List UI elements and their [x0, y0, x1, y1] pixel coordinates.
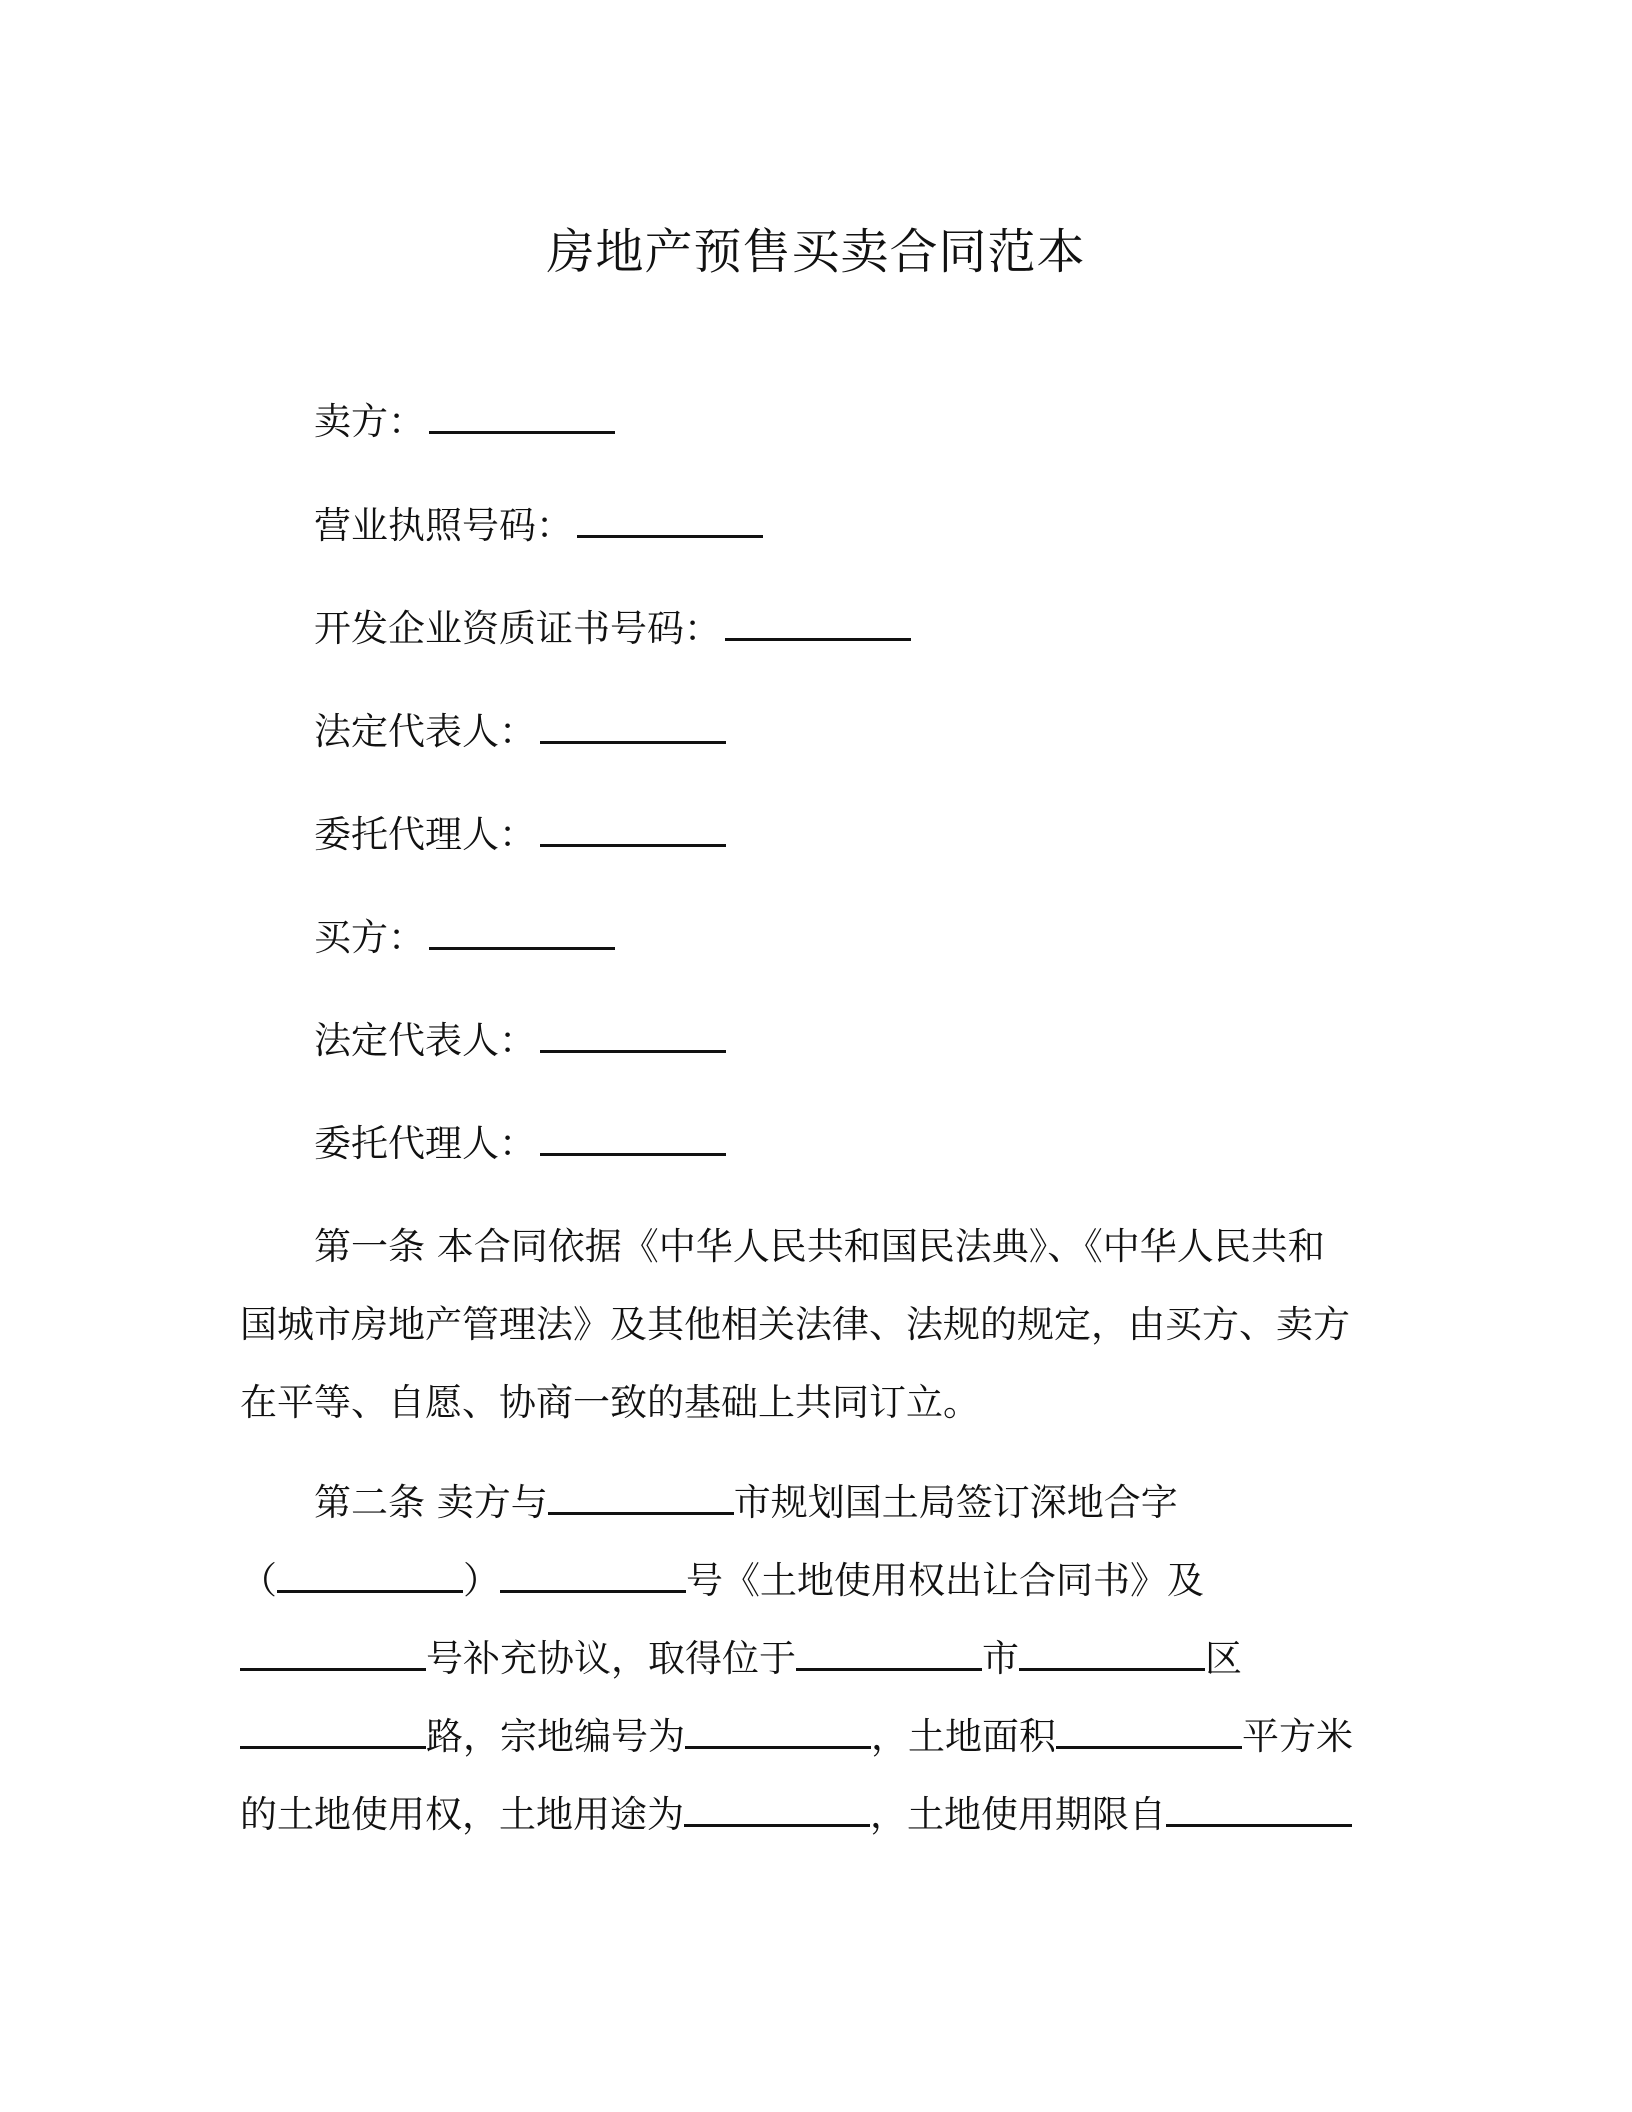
article-2 [240, 1464, 1370, 1854]
blank-line [577, 505, 763, 538]
article-2-text: 市 [982, 1637, 1019, 1680]
blank-line [429, 917, 615, 950]
blank-line [429, 401, 615, 434]
article-2-line [240, 1620, 1370, 1698]
field-label: 委托代理人： [314, 813, 536, 856]
article-2-line [240, 1698, 1370, 1776]
field-label: 法定代表人： [314, 1019, 536, 1062]
article-1 [240, 1208, 1370, 1442]
field-business-license [314, 500, 763, 552]
article-2-text: （ [240, 1559, 277, 1602]
field-label: 委托代理人： [314, 1122, 536, 1165]
field-seller [314, 396, 615, 448]
blank-line [684, 1794, 870, 1827]
field-label: 营业执照号码： [314, 504, 573, 547]
article-2-text: 市规划国土局签订深地合字 [733, 1481, 1178, 1524]
article-1-line: 在平等、自愿、协商一致的基础上共同订立。 [240, 1381, 980, 1424]
article-2-text: 路，宗地编号为 [426, 1715, 685, 1758]
blank-line [540, 814, 726, 847]
article-2-line [240, 1542, 1370, 1620]
article-2-text: 平方米 [1242, 1715, 1353, 1758]
blank-line [685, 1716, 871, 1749]
article-2-line [240, 1464, 1370, 1542]
blank-line [548, 1482, 734, 1515]
blank-line [1166, 1794, 1352, 1827]
article-2-text: ，土地面积 [871, 1715, 1056, 1758]
field-label: 卖方： [314, 400, 425, 443]
field-buyer [314, 912, 615, 964]
article-2-line [240, 1776, 1370, 1854]
article-2-text: 号补充协议，取得位于 [426, 1637, 796, 1680]
field-label: 买方： [314, 916, 425, 959]
field-seller-legal-rep [314, 706, 726, 758]
field-buyer-legal-rep [314, 1015, 726, 1067]
article-2-text: 号《土地使用权出让合同书》及 [686, 1559, 1204, 1602]
article-2-text: ，土地使用期限自 [870, 1793, 1166, 1836]
blank-line [240, 1716, 426, 1749]
blank-line [277, 1560, 463, 1593]
article-2-text: 区 [1205, 1637, 1242, 1680]
article-2-text: 第二条 卖方与 [314, 1481, 548, 1524]
blank-line [796, 1638, 982, 1671]
blank-line [1056, 1716, 1242, 1749]
blank-line [1019, 1638, 1205, 1671]
blank-line [500, 1560, 686, 1593]
article-1-line: 第一条 本合同依据《中华人民共和国民法典》、《中华人民共和 [314, 1225, 1325, 1268]
field-seller-agent [314, 809, 726, 861]
article-2-text: 的土地使用权，土地用途为 [240, 1793, 684, 1836]
field-label: 法定代表人： [314, 710, 536, 753]
blank-line [240, 1638, 426, 1671]
blank-line [540, 711, 726, 744]
field-buyer-agent [314, 1118, 726, 1170]
field-qualification-cert [314, 603, 911, 655]
blank-line [540, 1123, 726, 1156]
blank-line [725, 608, 911, 641]
article-1-line: 国城市房地产管理法》及其他相关法律、法规的规定，由买方、卖方 [240, 1303, 1350, 1346]
article-2-text: ） [463, 1559, 500, 1602]
document-title: 房地产预售买卖合同范本 [546, 224, 1086, 280]
field-label: 开发企业资质证书号码： [314, 607, 721, 650]
blank-line [540, 1020, 726, 1053]
